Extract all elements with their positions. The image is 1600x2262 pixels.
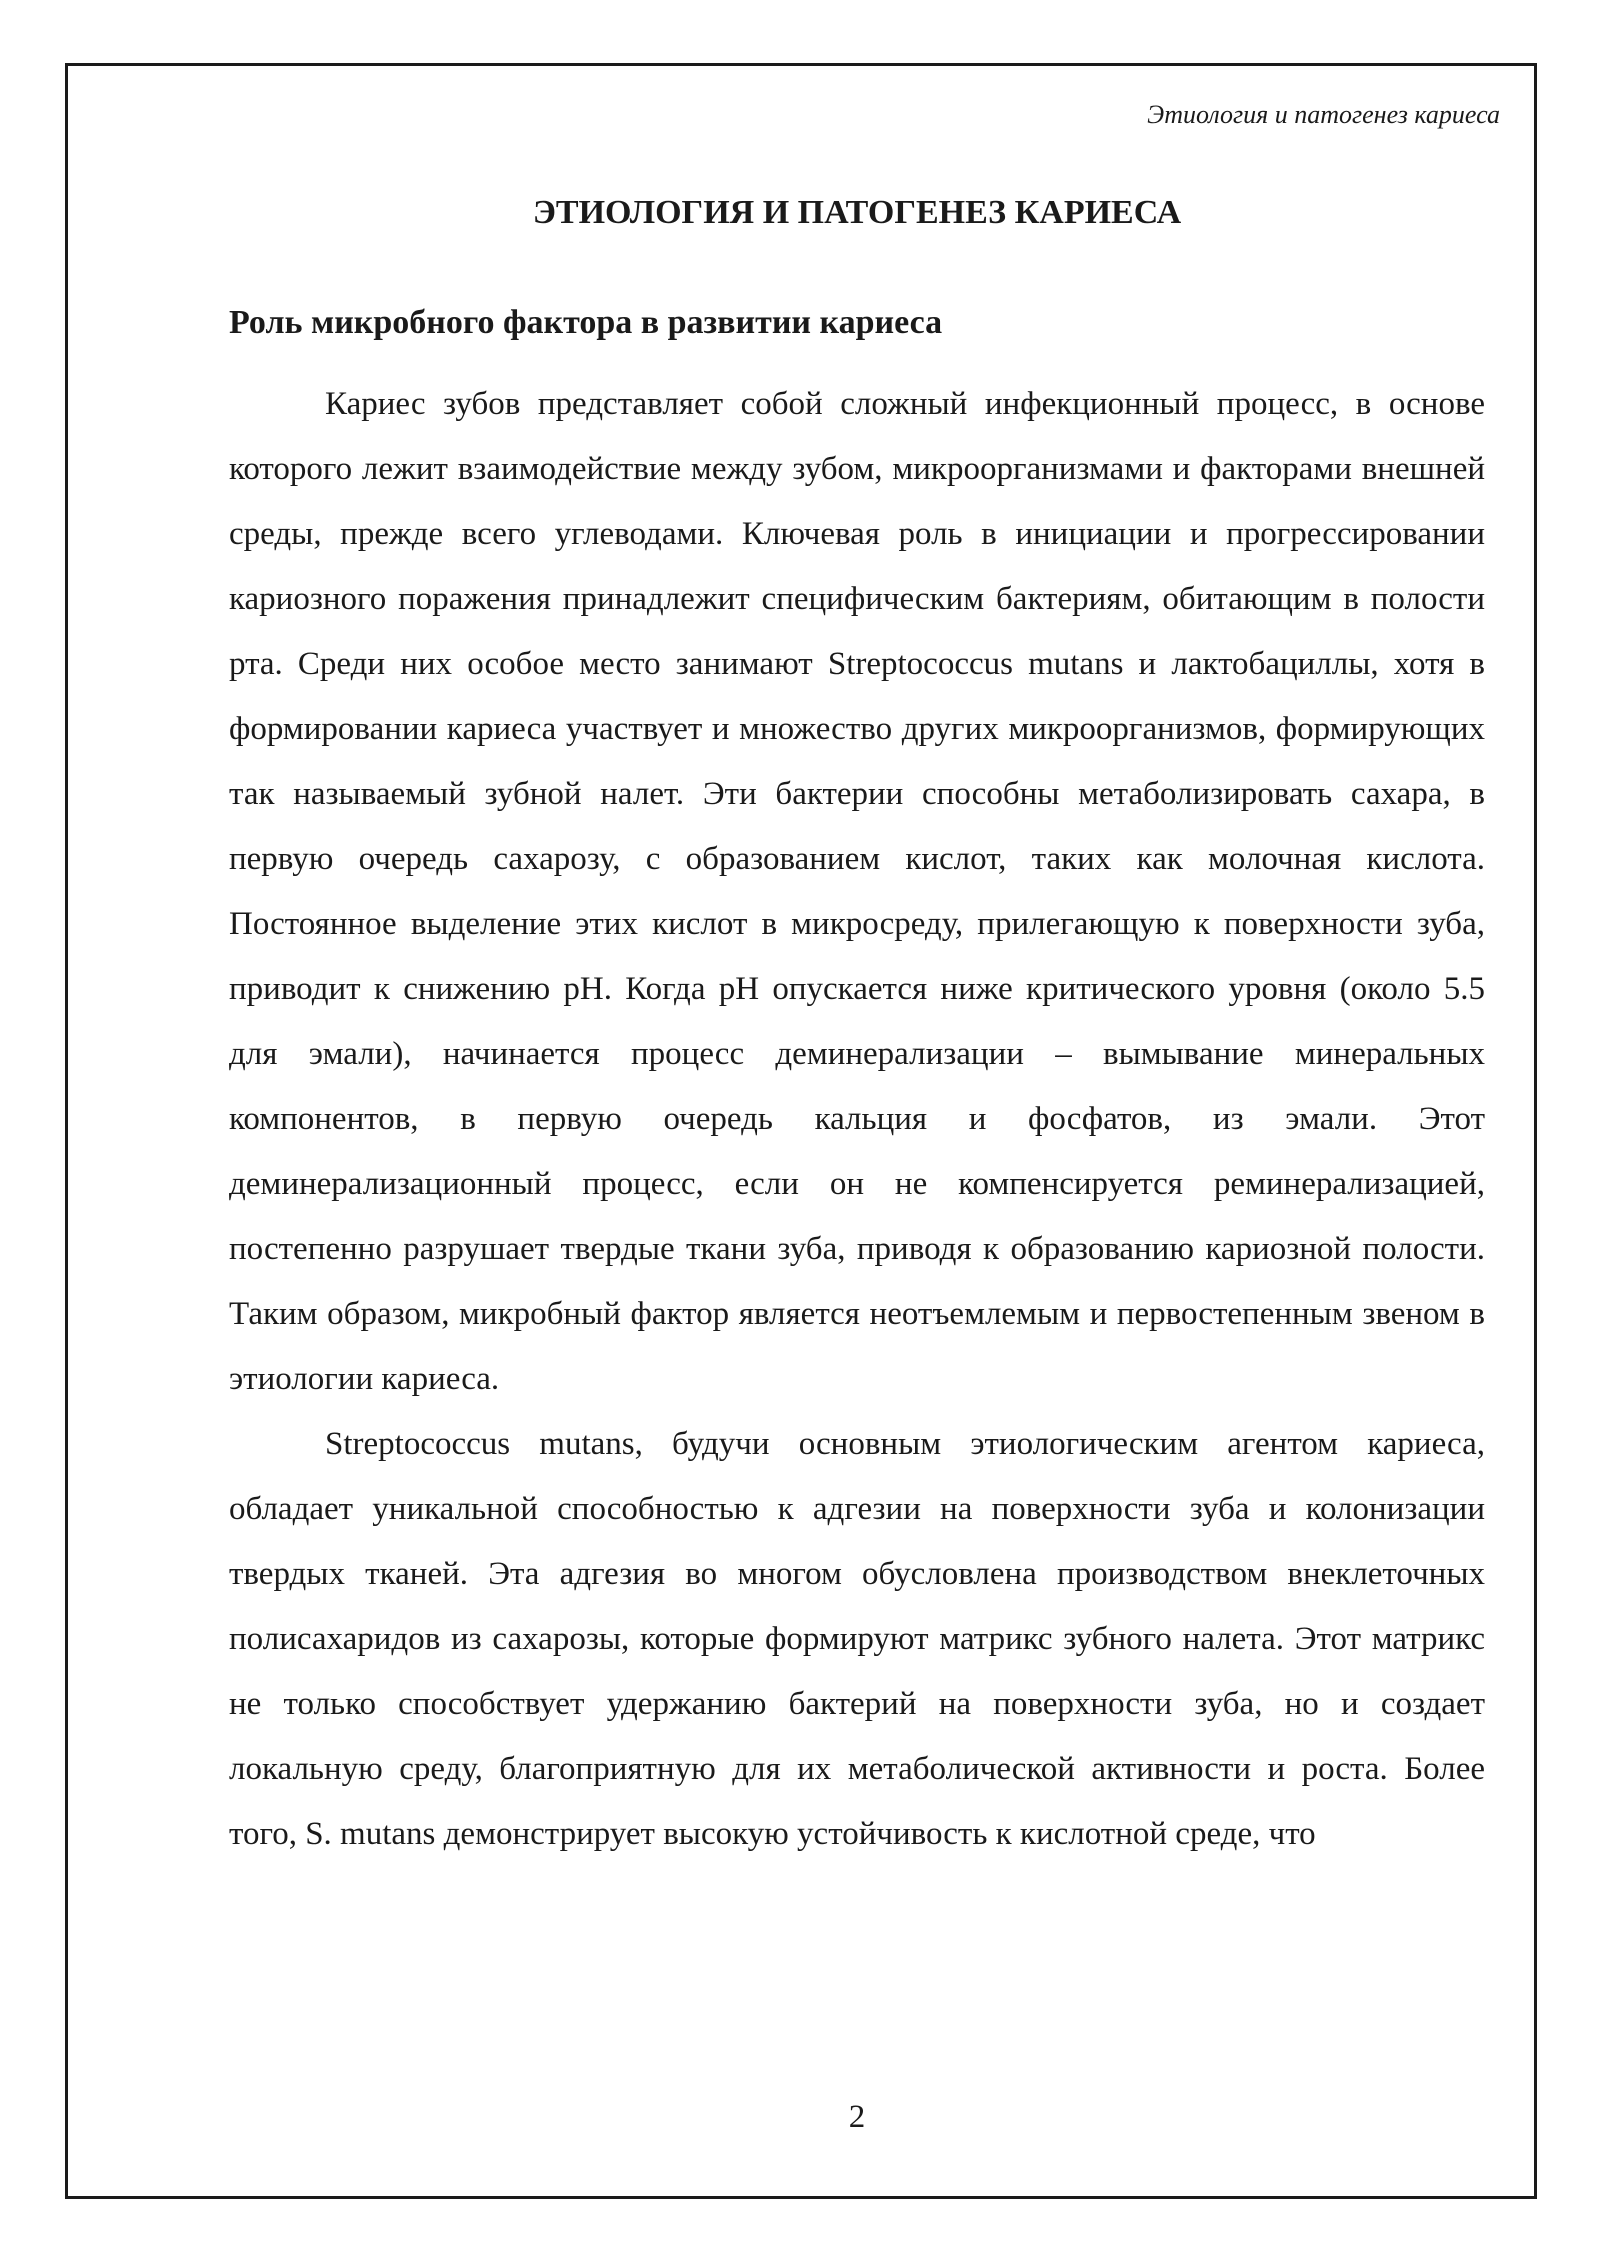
paragraph: Streptococcus mutans, будучи основным этиологическим агентом кариеса, обладает уникальной способностью к адгезии на поверхности зуба и колонизации твердых тканей. Эта адгезия во многом обусловлена производством внеклеточных полисахаридов из сахарозы, которые формируют матрикс зубного налета. Этот матрикс не только способствует удержанию бактерий на поверхности зуба, но и создает локальную среду, благоприятную для их метаболической активности и роста. Более того, S. mutans демонстрирует высокую устойчивость к кислотной среде, что [229,1426,1485,1852]
section-heading: Роль микробного фактора в развитии кариеса [229,304,943,341]
running-header: Этиология и патогенез кариеса [1147,100,1500,129]
page-number: 2 [848,2099,866,2135]
document-title: ЭТИОЛОГИЯ И ПАТОГЕНЕЗ КАРИЕСА [532,194,1182,231]
body-text [229,372,1485,1867]
paragraph: Кариес зубов представляет собой сложный инфекционный процесс, в основе которого лежит взаимодействие между зубом, микроорганизмами и факторами внешней среды, прежде всего углеводами. Ключевая роль в инициации и прогрессировании кариозного поражения принадлежит специфическим бактериям, обитающим в полости рта. Среди них особое место занимают Streptococcus mutans и лактобациллы, хотя в формировании кариеса участвует и множество других микроорганизмов, формирующих так называемый зубной налет. Эти бактерии способны метаболизировать сахара, в первую очередь сахарозу, с образованием кислот, таких как молочная кислота. Постоянное выделение этих кислот в микросреду, прилегающую к поверхности зуба, приводит к снижению pH. Когда pH опускается ниже критического уровня (около 5.5 для эмали), начинается процесс деминерализации – вымывание минеральных компонентов, в первую очередь кальция и фосфатов, из эмали. Этот деминерализационный процесс, если он не компенсируется реминерализацией, постепенно разрушает твердые ткани зуба, приводя к образованию кариозной полости. Таким образом, микробный фактор является неотъемлемым и первостепенным звеном в этиологии кариеса. [229,386,1485,1397]
